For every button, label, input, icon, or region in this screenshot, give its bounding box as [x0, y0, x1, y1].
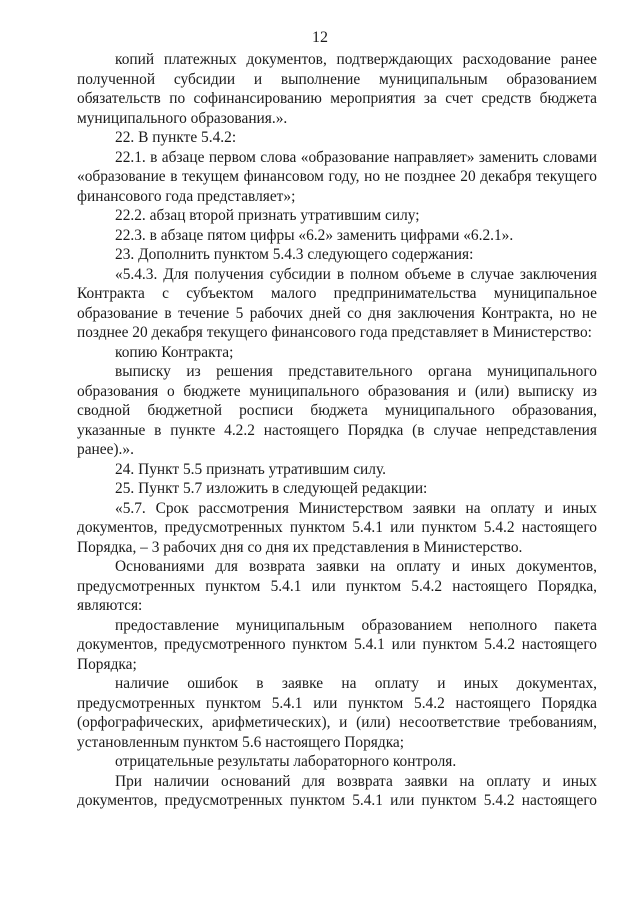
paragraph-16: отрицательные результаты лабораторного контроля. [115, 753, 457, 770]
paragraph-6: 23. Дополнить пунктом 5.4.3 следующего содержания: [115, 246, 474, 263]
paragraph-8: копию Контракта; [115, 343, 234, 361]
paragraph-4: 22.2. абзац второй признать утратившим силу; [115, 207, 420, 224]
paragraph-3: 22.1. в абзаце первом слова «образование направляет» заменить словами «образование в текущем финансовом году, но не позднее 20 декабря текущего финансового года представляет»; [77, 148, 597, 205]
paragraph-2: 22. В пункте 5.4.2: [115, 129, 237, 146]
paragraph-11: 25. Пункт 5.7 изложить в следующей редакции: [115, 480, 428, 497]
paragraph-5: 22.3. в абзаце пятом цифры «6.2» заменить цифрами «6.2.1». [115, 226, 514, 244]
paragraph-7: «5.4.3. Для получения субсидии в полном объеме в случае заключения Контракта с субъектом малого предпринимательства муниципальное образование в течение 5 рабочих дней со дня заключения Контракта, но не позднее 20 декабря текущего финансового года представляет в Министерство: [77, 265, 597, 341]
paragraph-14: предоставление муниципальным образованием неполного пакета документов, предусмотренного пунктом 5.4.1 или пунктом 5.4.2 настоящего Порядка; [77, 616, 597, 673]
document-body [77, 50, 597, 811]
paragraph-17: При наличии оснований для возврата заявки на оплату и иных документов, предусмотренных пунктом 5.4.1 или пунктом 5.4.2 настоящего [77, 772, 597, 809]
page-number: 12 [312, 29, 328, 46]
paragraph-12: «5.7. Срок рассмотрения Министерством заявки на оплату и иных документов, предусмотренных пунктом 5.4.1 или пунктом 5.4.2 настоящего Порядка, – 3 рабочих дня со дня их представления в Министерство. [77, 499, 597, 556]
paragraph-15: наличие ошибок в заявке на оплату и иных документах, предусмотренных пунктом 5.4.1 или пунктом 5.4.2 настоящего Порядка (орфографических, арифметических), и (или) несоответствие требованиям, установленным пунктом 5.6 настоящего Порядка; [77, 675, 597, 751]
paragraph-9: выписку из решения представительного органа муниципального образования о бюджете муниципального образования и (или) выписку из сводной бюджетной росписи бюджета муниципального образования, указанные в пункте 4.2.2 настоящего Порядка (в случае непредставления ранее).». [77, 363, 597, 458]
paragraph-13: Основаниями для возврата заявки на оплату и иных документов, предусмотренных пунктом 5.4.1 или пунктом 5.4.2 настоящего Порядка, являются: [77, 558, 597, 614]
paragraph-1: копий платежных документов, подтверждающих расходование ранее полученной субсидии и выполнение муниципальным образованием обязательств по софинансированию мероприятия за счет средств бюджета муниципального образования.». [77, 51, 597, 127]
paragraph-10: 24. Пункт 5.5 признать утратившим силу. [115, 460, 386, 478]
